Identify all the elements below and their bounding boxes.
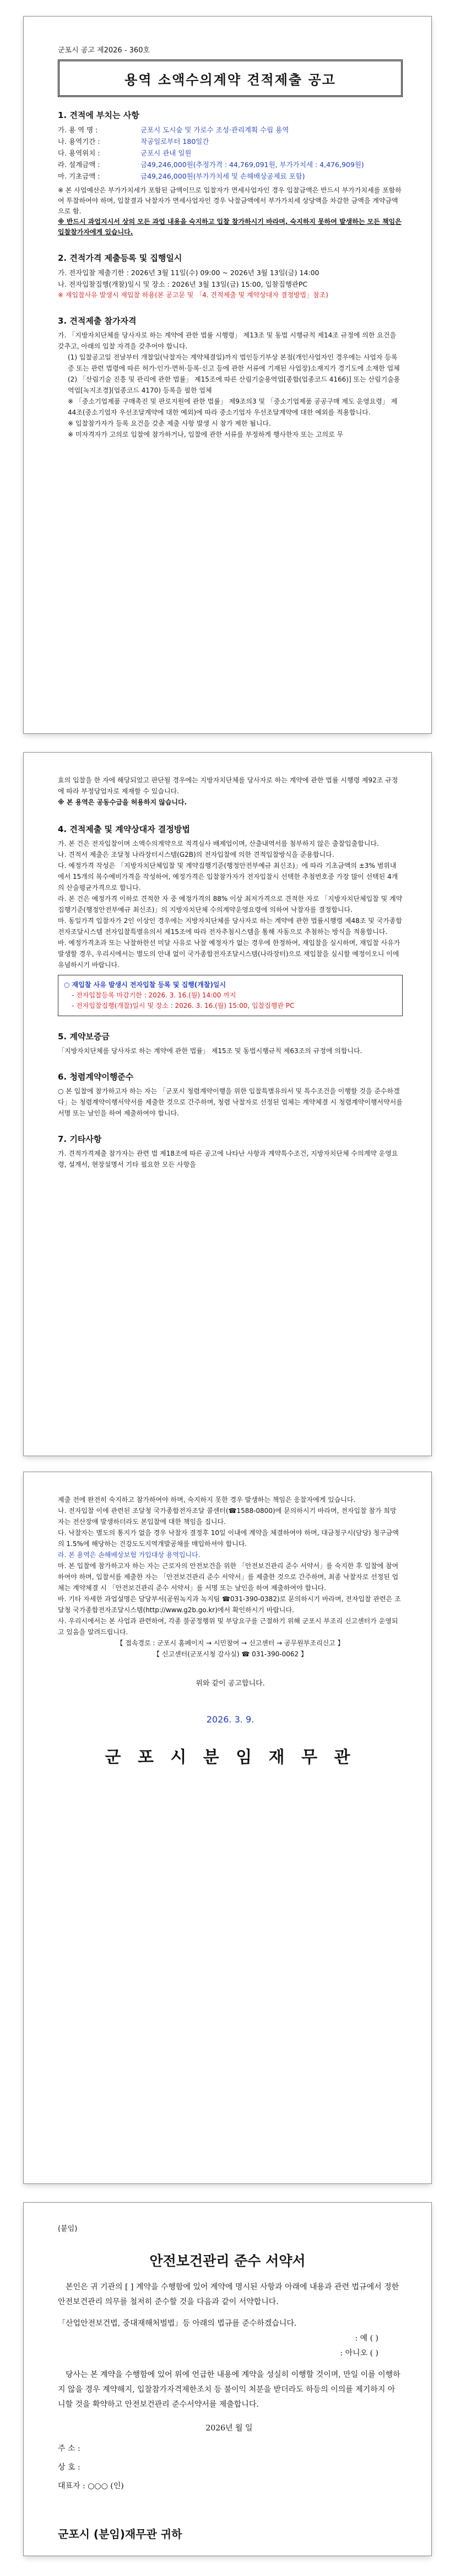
paragraph: (2) 「산림기술 진흥 및 관리에 관한 법률」 제15조에 따른 산림기술용역업[종합(업종코드 4166)] 또는 산림기술용역업[녹지조경](업종코드 4170) 등록을 필한 업체 <box>68 375 400 394</box>
attachment-label: (붙임) <box>58 2225 78 2233</box>
notice-date: 2026. 3. 9. <box>206 1714 254 1725</box>
paragraph: 제출 전에 완전히 숙지하고 참가하여야 하며, 숙지하지 못한 경우 발생하는 책임은 응찰자에게 있습니다. <box>58 1496 356 1504</box>
representative-field: 대표자 : ○○○ (인) <box>58 2482 124 2491</box>
box-row: - 전자입찰집행(개찰)일시 및 장소 : 2026. 3. 16.(월) 15:00, 입찰집행관 PC <box>72 1002 295 1010</box>
document-page-2 <box>24 753 431 1456</box>
box-title: ○ 재입찰 사유 발생시 전자입찰 등록 및 집행(개찰)일시 <box>64 981 226 989</box>
paragraph: 효의 입찰을 한 자에 해당되었고 판단될 경우에는 지방자치단체를 당사자로 하는 계약에 관한 법률 시행령 제92조 규정에 따라 부정당업자로 제재할 수 있습니다. <box>58 776 398 795</box>
rebid-schedule-box <box>58 975 403 1016</box>
document-page-1 <box>24 17 431 733</box>
paragraph: 바. 예정가격초과 또는 낙찰하한선 미달 사유로 낙찰 예정자가 없는 경우에 한정하여, 재입찰을 실시하며, 재입찰 사유가 발생할 경우, 우리시에서는 별도의 안내 없이 국가종합전자조달시스템(나라장터)으로 재입찰을 실시할 예정이오니 이에 유념하시기 바랍니다. <box>58 939 400 969</box>
schedule-row: 나. 전자입찰집행(개찰)일시 및 장소 : 2026년 3월 13일(금) 15:00, 입찰집행관PC <box>58 280 308 288</box>
paragraph: ※ 미자격자가 고의로 입찰에 참가하거나, 입찰에 관한 서류를 부정하게 행사한자 또는 고의로 무 <box>68 431 344 438</box>
note: ※ 재입찰사유 발생시 재입찰 하용(본 공고문 및 「4. 견적제출 및 계약상대자 결정방법」참조) <box>58 291 328 299</box>
section-2-title: 2. 견적가격 제출등록 및 집행일시 <box>58 253 182 263</box>
note: ※ 본 사업예산은 부가가치세가 포함된 금액이므로 입찰자가 면세사업자인 경우 입찰금액은 반드시 부가가치세를 포함하여 투찰하여야 하며, 입찰결과 낙찰자가 면세사업자인 경우 낙찰금액에서 부가가치세 상당액을 차감한 금액을 계약금액으로 함. <box>58 186 402 215</box>
pledge-body <box>58 2280 400 2496</box>
paragraph: 다. 예정가격 작성은 「지방자치단체입찰 및 계약집행기준(행정안전부예규 최신조)」에 따라 기초금액의 ±3% 범위내에서 15개의 복수예비가격을 작성하여, 예정가격은 입찰참가자가 전자입찰시 선택한 추첨번호중 가장 많이 선택된 4개의 산술평균가격으로 합니다. <box>58 862 398 892</box>
company-field: 상 호 : <box>58 2463 80 2472</box>
closing-text: 위와 같이 공고합니다. <box>196 1679 265 1688</box>
section-7-title: 7. 기타사항 <box>58 1134 102 1144</box>
paragraph: 【 신고센터(군포시청 감사실) ☎ 031-390-0062 】 <box>153 1650 307 1658</box>
section-6-title: 6. 청렴계약이행준수 <box>58 1072 134 1082</box>
paragraph: ※ 입찰참가자가 등록 요건을 갖춘 제출 사항 발생 시 참가 제한 됩니다. <box>68 420 271 427</box>
paragraph: 다. 낙찰자는 별도의 통지가 없을 경우 낙찰자 결정후 10일 이내에 계약을 체결하여야 하며, 대금청구시(담당) 청구금액의 1.5%에 해당하는 건강도도지역개발공채를 매입하셔야 합니다. <box>58 1529 399 1548</box>
paragraph: 마. 본 입찰에 참가하고자 하는 자는 근로자의 안전보건을 위한 「안전보건관리 준수 서약서」를 숙지한 후 입찰에 참여하여야 하며, 입찰서를 제출한 자는 「안전보건관리 준수 서약서」를 제출한 것으로 간주하며, 최종 낙찰자로 선정된 업체는 계약체결 시 「안전보건관리 준수 서약서」를 서명 또는 날인을 하여 제출하여야 합니다. <box>58 1562 399 1592</box>
info-row: 다. 용역위치 : 군포시 관내 일원 <box>58 149 192 157</box>
paragraph: 라. 본 건은 예정가격 이하로 견적한 자 중 예정가격의 88% 이상 최저가격으로 견적한 자로 「지방자치단체입찰 및 계약집행기준(행정안전부예규 최신조)」의 지방자치단체 수의계약운영요령에 의하여 낙찰자를 결정합니다. <box>58 895 403 914</box>
paragraph: 나. 견적서 제출은 조달청 나라장터시스템(G2B)의 전자입찰에 의한 견적입찰방식을 준용합니다. <box>58 851 334 858</box>
section-1-title: 1. 견적에 부치는 사항 <box>58 110 139 120</box>
pledge-addressee: 군포시 (분임)재무관 귀하 <box>58 2527 182 2541</box>
info-row: 가. 용 역 명 : 군포시 도시숲 및 가로수 조성·관리계획 수립 용역 <box>58 126 289 134</box>
paragraph: ※ 「중소기업제품 구매촉진 및 판로지원에 관한 법률」 제9조의3 및 「중소기업제품 공공구매 제도 운영요령」 제44조(중소기업자 우선조달계약에 대한 예외)에 따라 중소기업자 우선조달계약에 대한 예외를 적용합니다. <box>68 398 398 416</box>
paragraph: 나. 전자입찰 이에 관련된 조달청 국가종합전자조달 콜센터(☎1588-0800)에 문의하시기 바라며, 전자입찰 참가 희망자는 전산장애 발생하더라도 본입찰에 대한 책임을 집니다. <box>58 1507 397 1526</box>
info-row: 나. 용역기간 : 착공일로부터 180일간 <box>58 137 209 146</box>
note: ※ 본 용역은 공동수급을 허용하지 않습니다. <box>58 798 187 806</box>
paragraph: 「지방자치단체를 당사자로 하는 계약에 관한 법률」 제15조 및 동법시행규칙 제63조의 규정에 의합니다. <box>58 1047 362 1055</box>
paragraph: 【 접속경로 : 군포시 홈페이지 → 시민참여 → 신고센터 → 공무원부조리신고 】 <box>116 1639 344 1647</box>
paragraph: 마. 동일가격 입찰자가 2인 이상인 경우에는 지방자치단체를 당사자로 하는 계약에 관한 법률시행령 제48조 및 국가종합전자조달시스템 전자입찰특별유의서 제15조에 따라 전자추첨시스템을 통해 자동으로 추첨하는 방식을 적용합니다. <box>58 917 402 936</box>
paragraph: 가. 본 건은 전자입찰이며 소액수의계약으로 적격심사 배제업이며, 산출내역서를 첨부하지 않은 출찰입출합니다. <box>58 840 379 847</box>
document-page-3 <box>24 1472 431 2183</box>
paragraph: 당사는 본 계약을 수행함에 있어 위에 언급한 내용에 계약을 성실히 이행할 것이며, 만일 이를 이행하지 않을 경우 계약해지, 입찰참가자격제한조치 등 불이익 처분을 받더라도 하등의 이의를 제기하지 아니할 것을 확약하고 안전보건관리 준수서약서를 제출합니다. <box>58 2370 400 2409</box>
notice-number: 군포시 공고 제2026 - 360호 <box>58 46 150 55</box>
section-5-title: 5. 계약보증금 <box>58 1032 110 1042</box>
address-field: 주 소 : <box>58 2444 80 2453</box>
yes-option: : 예 ( ) <box>355 2334 378 2343</box>
section-4-title: 4. 견적제출 및 계약상대자 결정방법 <box>58 824 190 834</box>
no-option: : 아니오 ( ) <box>340 2349 378 2358</box>
issuer-signature: 군 포 시 분 임 재 무 관 <box>105 1748 356 1767</box>
pledge-title: 안전보건관리 준수 서약서 <box>149 2253 306 2269</box>
paragraph: 바. 기타 자세한 과업설명은 담당부서(공원녹지과 녹지팀 ☎031-390-0382)로 문의하시기 바라며, 전자입찰 관련은 조달청 국가종합전자조달시스템(http://www.g2b.go.kr)에서 확인하시기 바랍니다. <box>58 1595 401 1614</box>
paragraph: 가. 「지방자치단체를 당사자로 하는 계약에 관한 법률 시행령」 제13조 및 동법 시행규칙 제14조 규정에 의한 요건을 갖추고, 아래의 입찰 자격을 갖추어야 합니다. <box>58 331 397 350</box>
paragraph: ○ 본 입찰에 참가하고자 하는 자는 「군포시 청렴계약이행을 위한 입찰특별유의서 및 특수조건을 이행할 것을 준수하겠다」는 청렴계약이행서약서를 제출한 것으로 간주하며, 청렴 낙찰자로 선정된 업체는 계약체결 시 청렴계약이행서약서를 서명 또는 날인을 하여 제출하여야 합니다. <box>58 1087 403 1117</box>
paragraph: 본인은 귀 기관의 [ ] 계약을 수행함에 있어 계약에 명시된 사항과 아래에 내용과 관련 법규에서 정한 안전보건관리 의무를 철저히 준수할 것을 다음과 같이 서약합니다. <box>58 2283 399 2306</box>
note: ※ 반드시 과업지시서 상의 모든 과업 내용을 숙지하고 입찰 참가하시기 바라며, 숙지하지 못하여 발생하는 모든 책임은 입찰참가자에게 있습니다. <box>58 218 402 236</box>
info-row: 라. 설계금액 : 금49,246,000원(추정가격 : 44,769,091원, 부가가치세 : 4,476,909원) <box>58 160 364 169</box>
section-3-title: 3. 견적제출 참가자격 <box>58 316 137 326</box>
paragraph: 라. 본 용역은 손해배상보험 가입대상 용역입니다. <box>58 1551 201 1559</box>
document-page-4 <box>24 2203 431 2556</box>
info-row: 마. 기초금액 : 금49,246,000원(부가가치세 및 손해배상공제료 포함) <box>58 172 305 180</box>
paragraph: 사. 우리시에서는 본 사업과 관련하여, 각종 불공정행위 및 부당요구를 근절하기 위해 군포시 부조리 신고센터가 운영되고 있음을 알려드립니다. <box>58 1617 398 1636</box>
schedule-row: 가. 전자입찰 제출기한 : 2026년 3월 11일(수) 09:00 ~ 2026년 3월 13일(금) 14:00 <box>58 269 319 277</box>
paragraph: (1) 입찰공고일 전날부터 개찰일(낙찰자는 계약체결일)까지 법인등기부상 본점(개인사업자인 경우에는 사업자 등록증 또는 관련 법령에 따른 허가·인가·면허·등록·신고 등에 관한 서류에 기재된 사업장)소재지가 경기도에 소재한 업체 <box>68 353 400 372</box>
pledge-date: 2026년 월 일 <box>205 2424 253 2433</box>
paragraph: 가. 견적가격제출 참가자는 관련 법 제18조에 따른 공고에 나타난 사항과 계약특수조건, 지방자치단체 수의계약 운영요령, 설계서, 현장설명서 기타 필요한 모든 사항을 <box>58 1150 398 1168</box>
paragraph: 「산업안전보건법, 중대재해처벌법」등 아래의 법규를 준수하겠습니다. <box>58 2319 297 2328</box>
notice-title: 용역 소액수의계약 견적제출 공고 <box>58 60 403 97</box>
box-row: - 전자입찰등록 마감기한 : 2026. 3. 16.(월) 14:00 까지 <box>72 991 236 999</box>
